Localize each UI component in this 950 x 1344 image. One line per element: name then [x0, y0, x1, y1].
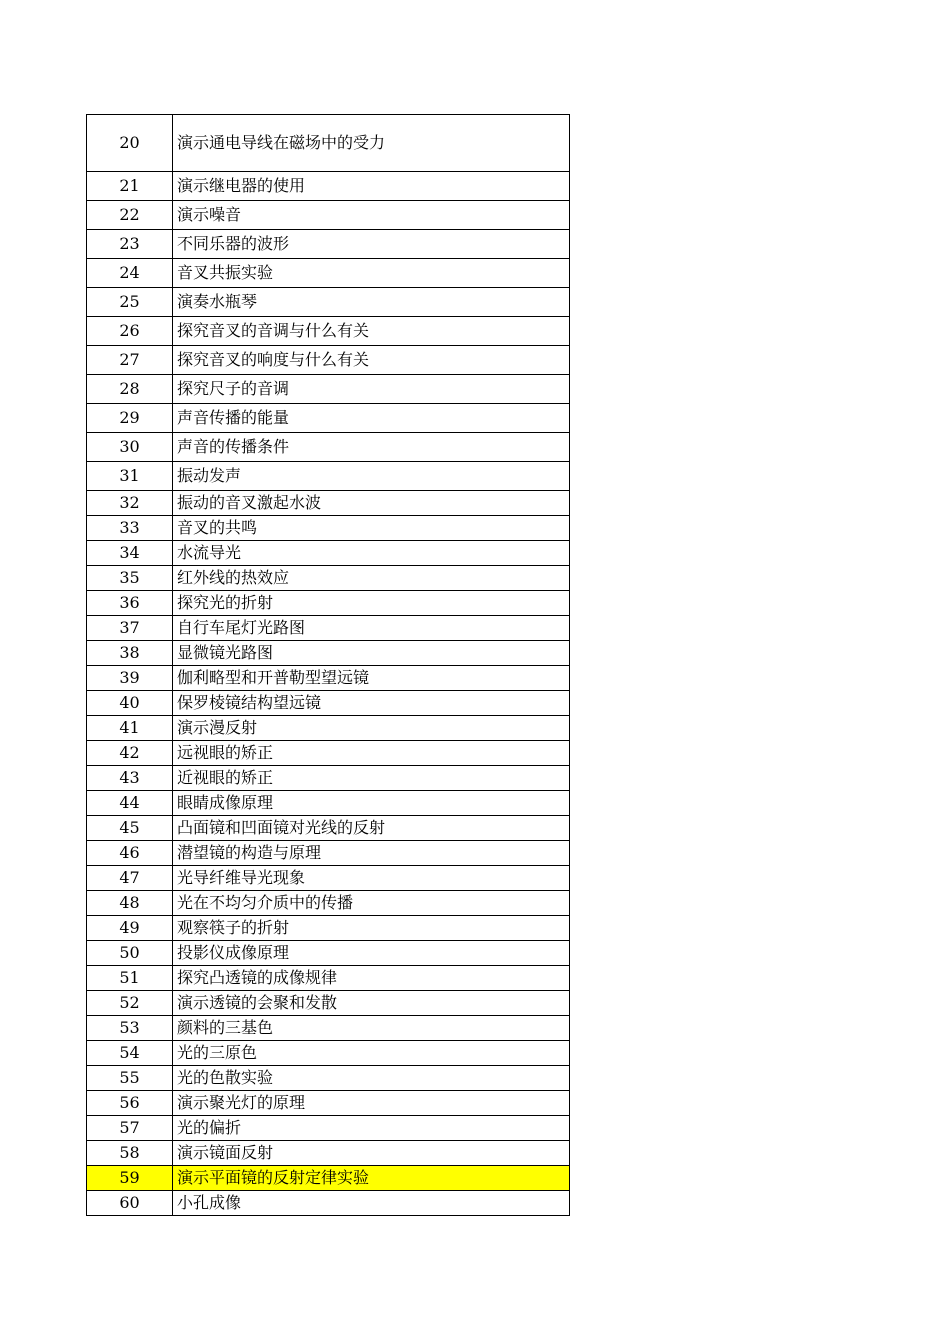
table-row: [87, 916, 570, 941]
experiment-name-cell: 演示聚光灯的原理: [173, 1091, 570, 1116]
table-row: [87, 1041, 570, 1066]
table-row: [87, 317, 570, 346]
table-row: [87, 716, 570, 741]
experiment-name-cell: 声音的传播条件: [173, 433, 570, 462]
table-row: [87, 541, 570, 566]
row-number-cell: 48: [87, 891, 173, 916]
experiment-name-cell: 演奏水瓶琴: [173, 288, 570, 317]
experiment-name-cell: 演示平面镜的反射定律实验: [173, 1166, 570, 1191]
row-number-cell: 28: [87, 375, 173, 404]
row-number-cell: 36: [87, 591, 173, 616]
experiment-name-cell: 演示漫反射: [173, 716, 570, 741]
row-number-cell: 38: [87, 641, 173, 666]
table-row: [87, 1191, 570, 1216]
row-number-cell: 37: [87, 616, 173, 641]
table-row: [87, 566, 570, 591]
table-row: [87, 201, 570, 230]
table-row-highlighted: [87, 1166, 570, 1191]
row-number-cell: 30: [87, 433, 173, 462]
experiment-name-cell: 音叉的共鸣: [173, 516, 570, 541]
row-number-cell: 47: [87, 866, 173, 891]
table-row: [87, 259, 570, 288]
experiment-table: [86, 114, 570, 1216]
table-row: [87, 866, 570, 891]
row-number-cell: 56: [87, 1091, 173, 1116]
experiment-name-cell: 潜望镜的构造与原理: [173, 841, 570, 866]
row-number-cell: 58: [87, 1141, 173, 1166]
row-number-cell: 26: [87, 317, 173, 346]
row-number-cell: 35: [87, 566, 173, 591]
experiment-name-cell: 探究音叉的响度与什么有关: [173, 346, 570, 375]
experiment-name-cell: 小孔成像: [173, 1191, 570, 1216]
row-number-cell: 49: [87, 916, 173, 941]
table-row: [87, 346, 570, 375]
row-number-cell: 39: [87, 666, 173, 691]
row-number-cell: 25: [87, 288, 173, 317]
experiment-name-cell: 伽利略型和开普勒型望远镜: [173, 666, 570, 691]
experiment-name-cell: 红外线的热效应: [173, 566, 570, 591]
experiment-name-cell: 眼睛成像原理: [173, 791, 570, 816]
row-number-cell: 57: [87, 1116, 173, 1141]
row-number-cell: 44: [87, 791, 173, 816]
experiment-name-cell: 演示通电导线在磁场中的受力: [173, 115, 570, 172]
experiment-name-cell: 光在不均匀介质中的传播: [173, 891, 570, 916]
row-number-cell: 51: [87, 966, 173, 991]
table-row: [87, 375, 570, 404]
table-row: [87, 404, 570, 433]
table-row: [87, 462, 570, 491]
row-number-cell: 42: [87, 741, 173, 766]
experiment-name-cell: 颜料的三基色: [173, 1016, 570, 1041]
experiment-name-cell: 探究尺子的音调: [173, 375, 570, 404]
table-row: [87, 230, 570, 259]
experiment-name-cell: 振动发声: [173, 462, 570, 491]
row-number-cell: 41: [87, 716, 173, 741]
experiment-name-cell: 投影仪成像原理: [173, 941, 570, 966]
experiment-name-cell: 光的偏折: [173, 1116, 570, 1141]
row-number-cell: 32: [87, 491, 173, 516]
table-row: [87, 816, 570, 841]
experiment-name-cell: 演示镜面反射: [173, 1141, 570, 1166]
experiment-name-cell: 演示继电器的使用: [173, 172, 570, 201]
table-row: [87, 766, 570, 791]
table-row: [87, 741, 570, 766]
experiment-name-cell: 观察筷子的折射: [173, 916, 570, 941]
experiment-name-cell: 保罗棱镜结构望远镜: [173, 691, 570, 716]
table-row: [87, 616, 570, 641]
experiment-name-cell: 凸面镜和凹面镜对光线的反射: [173, 816, 570, 841]
row-number-cell: 20: [87, 115, 173, 172]
experiment-name-cell: 显微镜光路图: [173, 641, 570, 666]
experiment-name-cell: 不同乐器的波形: [173, 230, 570, 259]
table-row: [87, 1091, 570, 1116]
row-number-cell: 43: [87, 766, 173, 791]
experiment-name-cell: 探究光的折射: [173, 591, 570, 616]
table-row: [87, 491, 570, 516]
row-number-cell: 23: [87, 230, 173, 259]
experiment-name-cell: 振动的音叉激起水波: [173, 491, 570, 516]
experiment-name-cell: 光的色散实验: [173, 1066, 570, 1091]
row-number-cell: 34: [87, 541, 173, 566]
table-row: [87, 691, 570, 716]
table-row: [87, 1141, 570, 1166]
table-row: [87, 941, 570, 966]
row-number-cell: 21: [87, 172, 173, 201]
experiment-name-cell: 光导纤维导光现象: [173, 866, 570, 891]
experiment-name-cell: 自行车尾灯光路图: [173, 616, 570, 641]
table-row: [87, 641, 570, 666]
row-number-cell: 60: [87, 1191, 173, 1216]
experiment-name-cell: 水流导光: [173, 541, 570, 566]
table-body: [87, 115, 570, 1216]
row-number-cell: 22: [87, 201, 173, 230]
row-number-cell: 24: [87, 259, 173, 288]
table-row: [87, 433, 570, 462]
row-number-cell: 46: [87, 841, 173, 866]
row-number-cell: 45: [87, 816, 173, 841]
experiment-name-cell: 探究音叉的音调与什么有关: [173, 317, 570, 346]
experiment-name-cell: 探究凸透镜的成像规律: [173, 966, 570, 991]
table-row: [87, 841, 570, 866]
row-number-cell: 59: [87, 1166, 173, 1191]
table-row: [87, 791, 570, 816]
table-row: [87, 115, 570, 172]
experiment-name-cell: 近视眼的矫正: [173, 766, 570, 791]
experiment-name-cell: 光的三原色: [173, 1041, 570, 1066]
table-row: [87, 891, 570, 916]
row-number-cell: 53: [87, 1016, 173, 1041]
table-row: [87, 172, 570, 201]
row-number-cell: 54: [87, 1041, 173, 1066]
row-number-cell: 50: [87, 941, 173, 966]
table-row: [87, 288, 570, 317]
experiment-name-cell: 演示噪音: [173, 201, 570, 230]
table-row: [87, 1016, 570, 1041]
table-row: [87, 591, 570, 616]
experiment-name-cell: 演示透镜的会聚和发散: [173, 991, 570, 1016]
table-row: [87, 966, 570, 991]
table-row: [87, 1116, 570, 1141]
row-number-cell: 33: [87, 516, 173, 541]
table-row: [87, 516, 570, 541]
row-number-cell: 55: [87, 1066, 173, 1091]
row-number-cell: 31: [87, 462, 173, 491]
experiment-name-cell: 音叉共振实验: [173, 259, 570, 288]
experiment-name-cell: 声音传播的能量: [173, 404, 570, 433]
experiment-name-cell: 远视眼的矫正: [173, 741, 570, 766]
row-number-cell: 27: [87, 346, 173, 375]
table-row: [87, 666, 570, 691]
table-row: [87, 991, 570, 1016]
row-number-cell: 52: [87, 991, 173, 1016]
row-number-cell: 40: [87, 691, 173, 716]
row-number-cell: 29: [87, 404, 173, 433]
table-row: [87, 1066, 570, 1091]
